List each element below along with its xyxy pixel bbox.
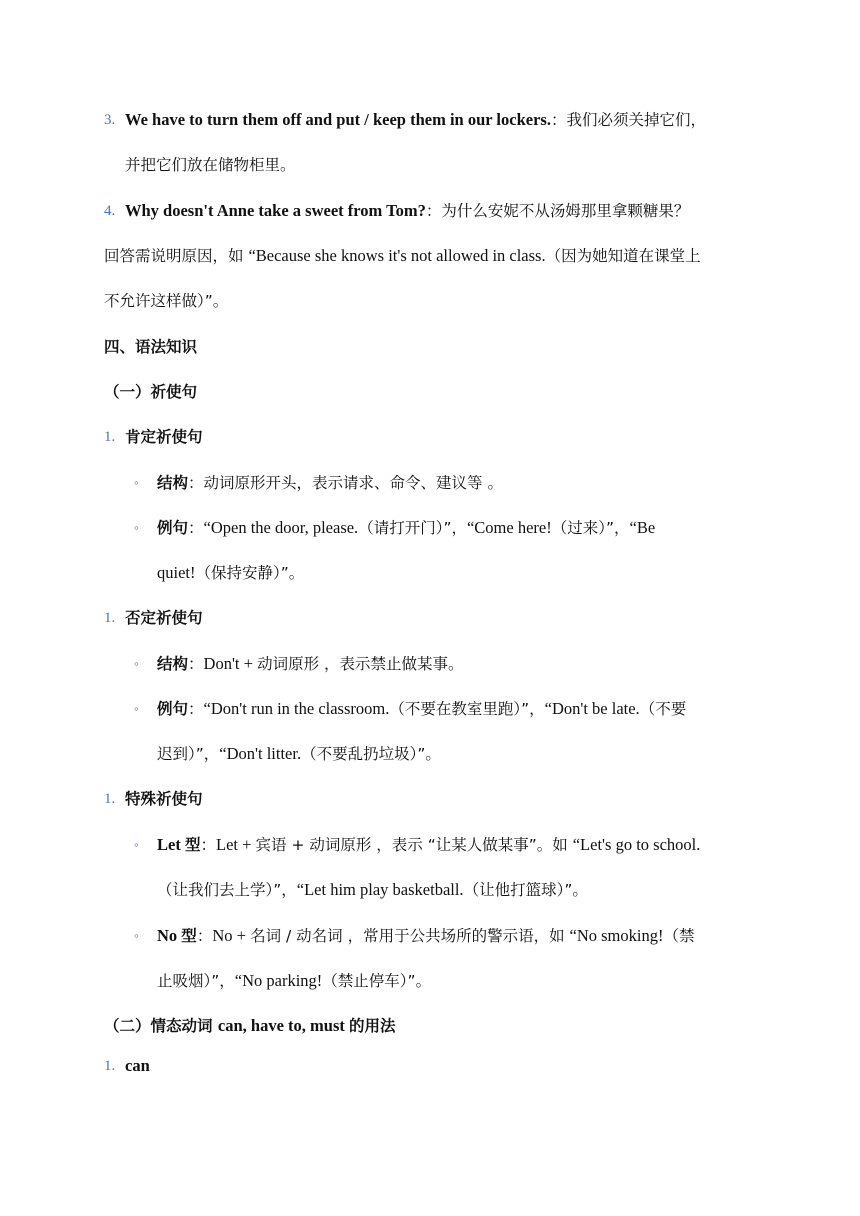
list-number: 3. [104, 112, 116, 128]
no-type-line-2: 止吸烟）”，“No parking!（禁止停车）”。 [157, 971, 432, 990]
list-number: 1. [104, 429, 116, 445]
positive-structure: 结构：动词原形开头，表示请求、命令、建议等 。 [157, 474, 503, 492]
list-number: 4. [104, 203, 116, 219]
bullet-icon: ◦ [134, 475, 139, 490]
bullet-icon: ◦ [134, 656, 139, 671]
bullet-icon: ◦ [134, 701, 139, 716]
let-type-line-1: Let 型：Let + 宾语 + 动词原形 ，表示 “让某人做某事”。如 “Let's go to school. [157, 835, 701, 854]
subsection-heading: （二）情态动词 can, have to, must 的用法 [104, 1016, 396, 1035]
let-type-line-2: （让我们去上学）”，“Let him play basketball.（让他打篮球）”。 [157, 880, 588, 899]
english-question: Why doesn't Anne take a sweet from Tom? [125, 201, 426, 220]
negative-imperative-title: 否定祈使句 [125, 609, 203, 627]
list-number: 1. [104, 791, 116, 807]
bullet-icon: ◦ [134, 520, 139, 535]
item-3-line-2: 并把它们放在储物柜里。 [125, 156, 296, 174]
bullet-icon: ◦ [134, 837, 139, 852]
item-4-line-3: 不允许这样做）”。 [104, 292, 229, 310]
english-sentence: We have to turn them off and put / keep them in our lockers. [125, 110, 551, 129]
negative-example-line-1: 例句：“Don't run in the classroom.（不要在教室里跑）”，“Don't be late.（不要 [157, 699, 687, 718]
section-heading: 四、语法知识 [104, 338, 198, 356]
can-title: can [125, 1056, 150, 1075]
negative-example-line-2: 迟到）”，“Don't litter.（不要乱扔垃圾）”。 [157, 744, 441, 763]
positive-imperative-title: 肯定祈使句 [125, 428, 203, 446]
no-type-line-1: No 型：No + 名词 / 动名词 ，常用于公共场所的警示语，如 “No smoking!（禁 [157, 926, 695, 945]
positive-example-line-2: quiet!（保持安静）”。 [157, 563, 305, 582]
item-4-line-1: Why doesn't Anne take a sweet from Tom?：为什么安妮不从汤姆那里拿颗糖果？ [125, 201, 690, 220]
subsection-heading: （一）祈使句 [104, 383, 198, 401]
list-number: 1. [104, 1058, 116, 1074]
negative-structure: 结构：Don't + 动词原形 ，表示禁止做某事。 [157, 654, 464, 673]
item-4-line-2: 回答需说明原因，如 “Because she knows it's not allowed in class.（因为她知道在课堂上 [104, 246, 701, 265]
bullet-icon: ◦ [134, 928, 139, 943]
positive-example-line-1: 例句：“Open the door, please.（请打开门）”，“Come here!（过来）”，“Be [157, 518, 656, 537]
list-number: 1. [104, 610, 116, 626]
item-3-line-1: We have to turn them off and put / keep them in our lockers.：我们必须关掉它们， [125, 110, 706, 129]
special-imperative-title: 特殊祈使句 [125, 790, 203, 808]
